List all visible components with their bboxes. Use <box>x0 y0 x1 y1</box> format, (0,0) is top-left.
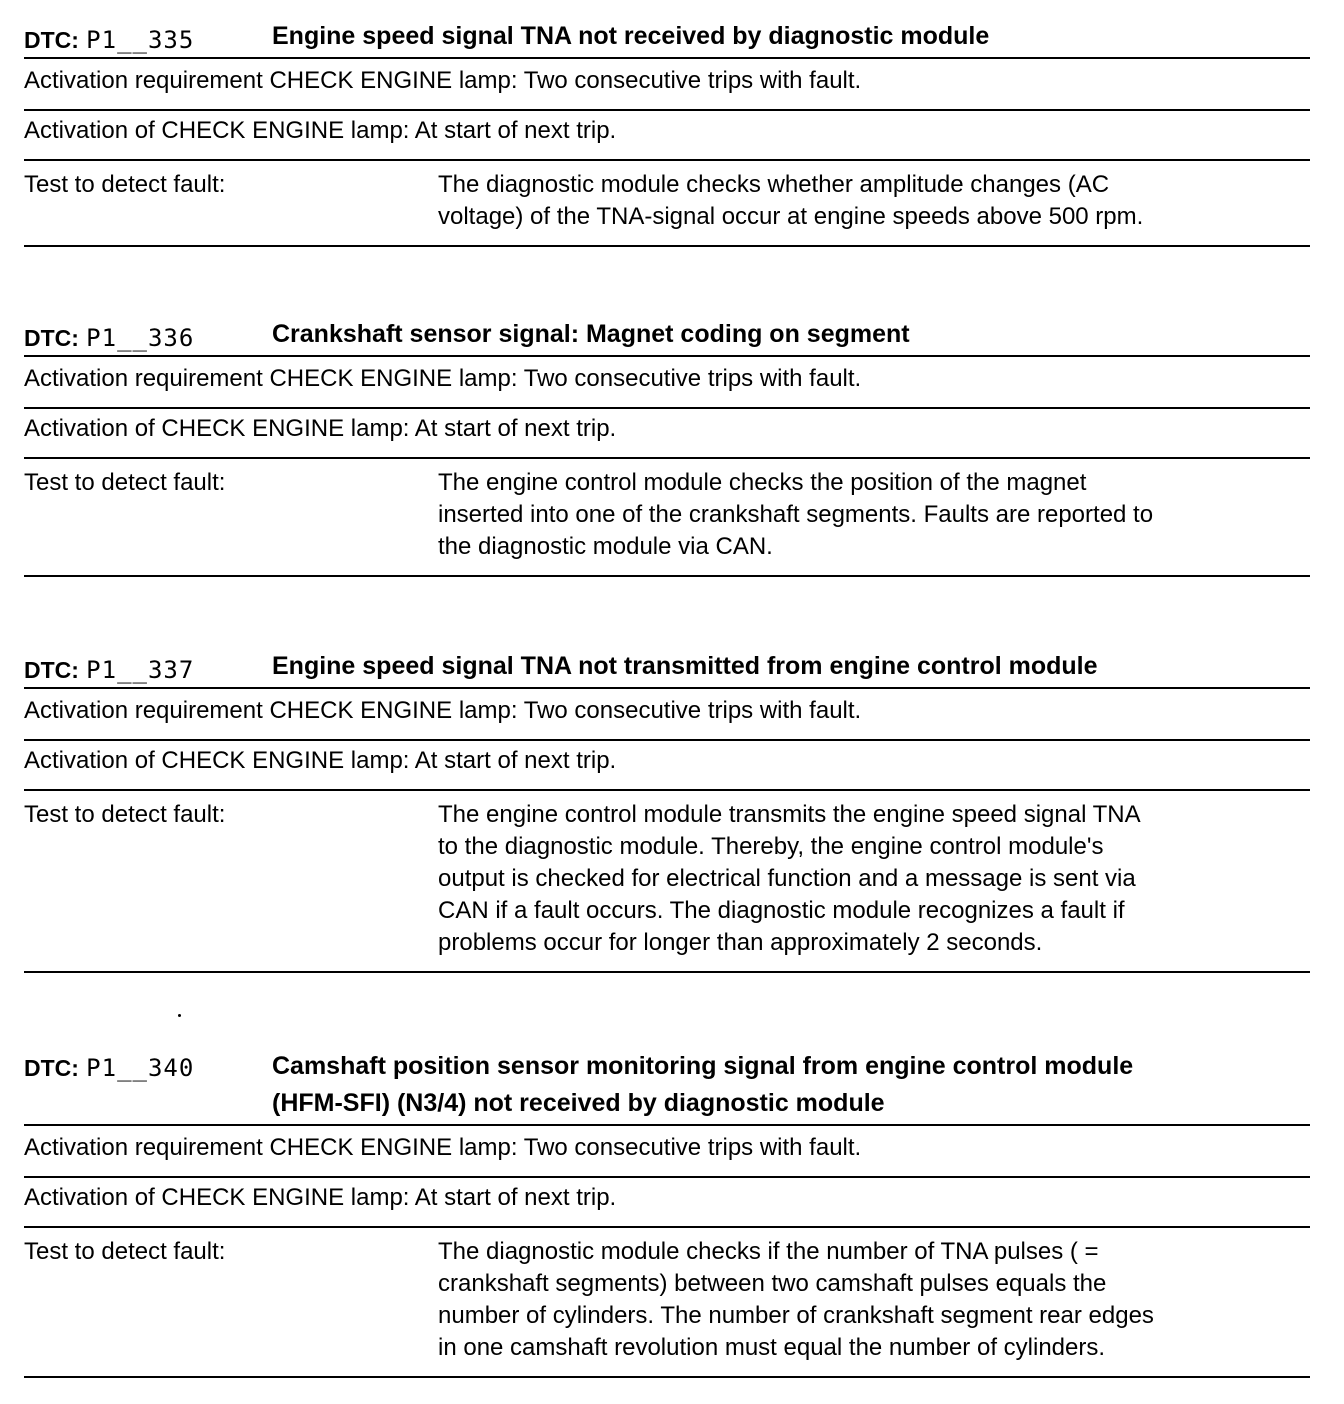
dtc-prefix: DTC: <box>24 27 79 53</box>
dtc-entry <box>24 1048 1310 1378</box>
dtc-label <box>24 1048 272 1083</box>
dtc-code: P1__336 <box>86 324 195 352</box>
dtc-header <box>24 316 1310 357</box>
activation-requirement: Activation requirement CHECK ENGINE lamp: Two consecutive trips with fault. <box>24 689 1310 741</box>
dtc-code: P1__335 <box>86 26 195 54</box>
dtc-code: P1__340 <box>86 1054 195 1082</box>
activation-requirement: Activation requirement CHECK ENGINE lamp: Two consecutive trips with fault. <box>24 357 1310 409</box>
dtc-prefix: DTC: <box>24 1055 79 1081</box>
activation-of-lamp: Activation of CHECK ENGINE lamp: At start of next trip. <box>24 111 1310 161</box>
dtc-entry <box>24 316 1310 577</box>
test-text: The diagnostic module checks if the number of TNA pulses ( = crankshaft segments) between two camshaft pulses equals the number of cylinders. The number of crankshaft segment rear edges in one camshaft revolution must equal the number of cylinders. <box>438 1238 1154 1361</box>
dtc-header <box>24 648 1310 689</box>
test-text: The diagnostic module checks whether amplitude changes (AC voltage) of the TNA-signal occur at engine speeds above 500 rpm. <box>438 171 1144 230</box>
dtc-label <box>24 24 272 55</box>
dtc-title: Camshaft position sensor monitoring signal from engine control module (HFM-SFI) (N3/4) not received by diagnostic module <box>272 1052 1134 1117</box>
dtc-title: Engine speed signal TNA not received by diagnostic module <box>272 22 990 50</box>
activation-requirement: Activation requirement CHECK ENGINE lamp: Two consecutive trips with fault. <box>24 59 1310 111</box>
dtc-label <box>24 322 272 353</box>
dtc-entry <box>24 18 1310 247</box>
dtc-header <box>24 18 1310 59</box>
dtc-title: Crankshaft sensor signal: Magnet coding on segment <box>272 320 910 348</box>
dtc-label <box>24 654 272 685</box>
test-text: The engine control module transmits the engine speed signal TNA to the diagnostic module. Thereby, the engine control module's output is checked for electrical function and a message is sent via CAN if a fault occurs. The diagnostic module recognizes a fault if problems occur for longer than approximately 2 seconds. <box>438 801 1141 956</box>
dtc-title: Engine speed signal TNA not transmitted from engine control module <box>272 652 1098 680</box>
test-label: Test to detect fault: <box>24 1238 226 1265</box>
test-row <box>24 459 1310 577</box>
activation-of-lamp: Activation of CHECK ENGINE lamp: At start of next trip. <box>24 1178 1310 1228</box>
test-label: Test to detect fault: <box>24 469 226 496</box>
test-label: Test to detect fault: <box>24 801 226 828</box>
test-row <box>24 791 1310 973</box>
dtc-prefix: DTC: <box>24 657 79 683</box>
dtc-prefix: DTC: <box>24 325 79 351</box>
dtc-code: P1__337 <box>86 656 195 684</box>
activation-of-lamp: Activation of CHECK ENGINE lamp: At start of next trip. <box>24 741 1310 791</box>
activation-of-lamp: Activation of CHECK ENGINE lamp: At start of next trip. <box>24 409 1310 459</box>
test-text: The engine control module checks the position of the magnet inserted into one of the crankshaft segments. Faults are reported to the diagnostic module via CAN. <box>438 469 1154 560</box>
activation-requirement: Activation requirement CHECK ENGINE lamp: Two consecutive trips with fault. <box>24 1126 1310 1178</box>
dtc-header <box>24 1048 1310 1126</box>
dtc-entry <box>24 648 1310 973</box>
test-label: Test to detect fault: <box>24 171 226 198</box>
stray-dot <box>178 1014 181 1017</box>
test-row <box>24 1228 1310 1378</box>
test-row <box>24 161 1310 247</box>
